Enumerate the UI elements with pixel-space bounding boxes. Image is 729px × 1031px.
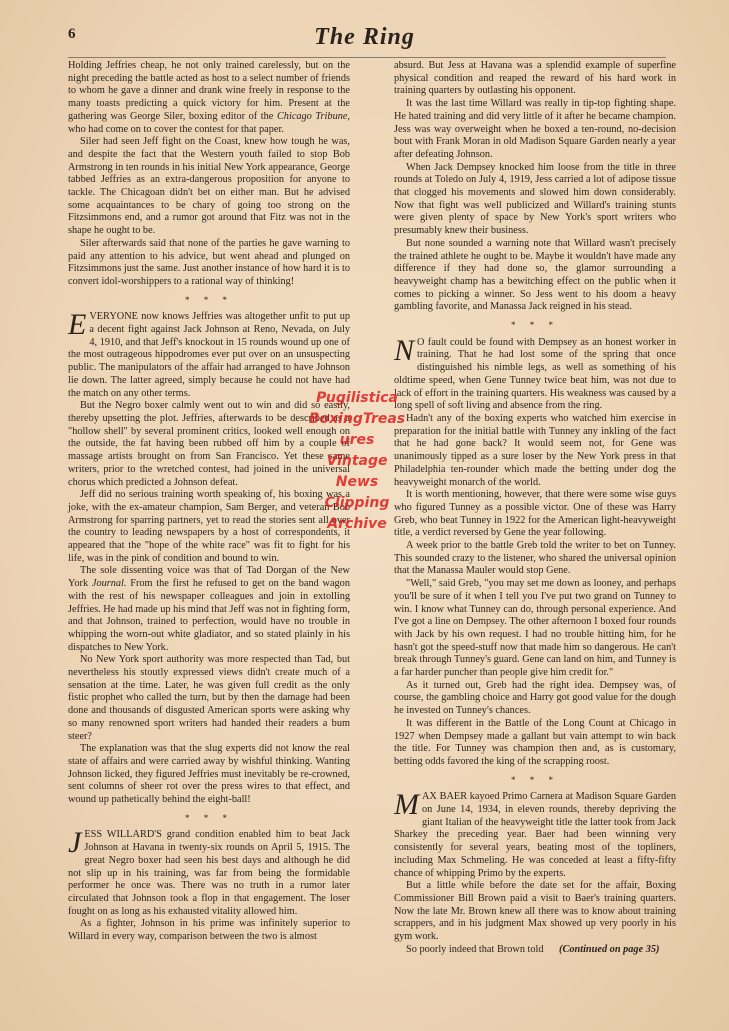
watermark-line: BoxingTreas: [308, 411, 406, 427]
paragraph: As a fighter, Johnson in his prime was infinitely superior to Willard in every way, comparison between the two is almost: [68, 918, 350, 943]
drop-cap: N: [394, 333, 415, 367]
watermark-line: Vintage: [326, 453, 388, 469]
watermark-line: Clipping: [324, 495, 390, 511]
section-separator: * * *: [511, 320, 559, 331]
paragraph: MAX BAER kayoed Primo Carnera at Madison Square Garden on June 14, 1934, in eleven rounds, thereby depriving the giant Italian of the heavyweight title the latter took from Jack Sharkey the preceding year. Baer had been winning very consistently for several years, beating most of the topliners, including Max Schmeling. He was conceded at least a fifty-fifty chance of whipping Primo by the experts.: [394, 788, 676, 879]
paragraph: Holding Jeffries cheap, he not only trained carelessly, but on the night preceding the battle acted as host to a select number of friends to whom he gave a dinner and drank wine freely in response to the many toasts predicting a quick victory for him. Present at the gathering was George Siler, boxing editor of the Chicago Tribune, who had come on to cover the contest for that paper.: [68, 60, 351, 135]
left-column: [68, 60, 350, 944]
drop-cap: J: [68, 826, 82, 860]
continued-note: (Continued on page 35): [559, 943, 660, 955]
paragraph: "Well," said Greb, "you may set me down as looney, and perhaps you'll be sure of it when I tell you I've put two grand on Tunney to win. I know what Tunney can do, through personal experience. And I've got a line on Dempsey. The other afternoon I boxed four rounds with Jack by his own request. I had no trouble hitting him, for he hasn't got the speed-stuff now that made him so dangerous. He can't break through Tunney's guard. Gene can land on him, and Tunney is a far harder puncher than people give him credit for.": [394, 578, 676, 679]
paragraph: It is worth mentioning, however, that there were some wise guys who figured Tunney as a possible victor. One of these was Harry Greb, who beat Tunney in 1922 for the American light-heavyweight title, a verdict reversed by Gene the year following.: [394, 489, 676, 539]
paragraph: It was different in the Battle of the Long Count at Chicago in 1927 when Dempsey made a gallant but vain attempt to win back the title. For Tunney was champion then and, as is customary, betting odds favored the king of the scrapping roost.: [394, 717, 676, 767]
section-separator: * * *: [185, 294, 233, 305]
paragraph: But the Negro boxer calmly went out to win and did so easily, thereby upsetting the plot. Jeffries, afterwards to be described as a "hollow shell" by several prominent critics, looked well enough on the outside, the fat having been rubbed off him by a couple of massage artists brought on from San Francisco. Yet these same writers, prior to the wretched contest, had joined in the universal chorus which predicted a Johnson defeat.: [68, 400, 350, 488]
drop-cap: M: [394, 788, 419, 822]
watermark-line: ures: [339, 432, 375, 448]
paragraph: Siler had seen Jeff fight on the Coast, knew how tough he was, and despite the fact that the Western youth failed to stop Bob Armstrong in ten rounds in his initial New York appearance, George tabbed Jeffries as an extra-dangerous proposition for anyone to tackle. The Chicagoan didn't bet on either man. But he advised some acquaintances to be chary of going too strong on the Fitzsimmons end, and a rumor got around that Fitz was not in the shape he ought to be.: [68, 136, 350, 237]
paragraph: It was the last time Willard was really in tip-top fighting shape. He hated training and did very little of it after he became champion. Jess was way overweight when he boxed a ten-round, no-decision bout with Frank Moran in old Madison Square Garden nearly a year after defeating Johnson.: [394, 98, 676, 160]
paragraph: The sole dissenting voice was that of Tad Dorgan of the New York Journal. From the first he refused to get on the band wagon with the rest of his newspaper colleagues and join in extolling Jeffries. He had made up his mind that Jeff was not in fighting form, and that Johnson, trained to perfection, would have no trouble in whipping the worn-out white gladiator, and so stated plainly in his dispatches to New York.: [68, 565, 350, 653]
watermark-line: Archive: [327, 516, 387, 532]
paragraph: The explanation was that the slug experts did not know the real state of affairs and were carried away by wishful thinking. Wanting Johnson licked, they figured Jeffries must inevitably be re-crowned, sent columns of sheer rot over the press wires to that effect, and wound up pathetically behind the eight-ball!: [68, 743, 350, 806]
section-separator: * * *: [511, 774, 559, 785]
page-number: 6: [68, 26, 76, 42]
paragraph: N O fault could be found with Dempsey as an honest worker in training. That he had lost some of the spring that once distinguished his nimble legs, as well as something of his oldtime speed, when Gene Tunney twice beat him, was not due to lack of effort in the training quarters. His weakness was caused by a long spell of soft living and absence from the ring.: [394, 333, 676, 412]
paragraph: JESS WILLARD'S grand condition enabled him to beat Jack Johnson at Havana in twenty-six rounds on April 5, 1915. The great Negro boxer had seen his best days and although he did not slip up in his training, was far from being the formidable performer he once was. There was no truth in a rumor later circulated that Johnson took a flop in that engagement. The loser fought on as long as his exhausted vitality allowed him.: [68, 826, 350, 917]
paragraph: Jeff did no serious training worth speaking of, his boxing was a joke, with the ex-amateur champion, Sam Berger, and veteran Bob Armstrong for sparring partners, yet to read the stories sent all over the country to leading newspapers by a host of correspondents, it appeared that the "hope of the white race" was fit to fight for his life, was in the pink of condition and bound to win.: [68, 489, 350, 564]
paragraph: A week prior to the battle Greb told the writer to bet on Tunney. This sounded crazy to the listener, who shared the universal opinion that the Manassa Mauler would stop Gene.: [394, 540, 676, 577]
section-separator: * * *: [185, 812, 233, 823]
paragraph: No New York sport authority was more respected than Tad, but nevertheless his stoutly expressed views didn't create much of a sensation at the time. Later, he was given full credit as the only fistic prophet who called the turn, but by then the damage had been done and thousands of disgusted American sports were asking why so many renowned sport writers had handed their readers a bum steer?: [68, 654, 350, 742]
paragraph: But a little while before the date set for the affair, Boxing Commissioner Bill Brown paid a visit to Baer's training quarters. Now the late Mr. Brown knew all there was to know about training scrappers, and in his judgment Max showed up very poorly in his gym work.: [394, 880, 676, 943]
watermark-line: Pugilistica: [316, 390, 398, 406]
paragraph: As it turned out, Greb had the right idea. Dempsey was, of course, the gambling choice and Harry got good value for the dough he invested on Tunney's chances.: [394, 679, 676, 717]
right-column: [394, 60, 676, 957]
drop-cap: E: [68, 308, 87, 342]
masthead-title: The Ring: [314, 24, 415, 50]
paragraph: absurd. But Jess at Havana was a splendid example of superfine physical condition and reaped the reward of his hard work in training quarters by outlasting his opponent.: [394, 60, 676, 97]
paragraph: So poorly indeed that Brown told (Continued on page 35): [406, 943, 660, 955]
paragraph: When Jack Dempsey knocked him loose from the title in three rounds at Toledo on July 4, 1919, Jess carried a lot of adipose tissue that clogged his movements and slowed him down considerably. Now that fight was well publicized and Willard's training stunts were given plenty of space by New York's sport writers who presumably knew their business.: [394, 161, 676, 237]
watermark-line: News: [335, 474, 379, 490]
paragraph: EVERYONE now knows Jeffries was altogether unfit to put up a decent fight against Jack Johnson at Reno, Nevada, on July 4, 1910, and that Jeff's knockout in 15 rounds wound up one of the most outrageous hippodromes ever put over on an unsuspecting public. The manipulators of the affair had arranged to have Johnson lie down. The latter agreed, simply because he could not have had the match on any other terms.: [68, 308, 350, 399]
paragraph: Siler afterwards said that none of the parties he gave warning to paid any attention to his advice, but went ahead and plunged on Fitzsimmons just the same. Just another instance of how hard it is to convert idol-worshippers to a rational way of thinking!: [68, 237, 350, 287]
paragraph: But none sounded a warning note that Willard wasn't precisely the trained athlete he ought to be. Maybe it wouldn't have made any difference if they had done so, the glamor surrounding a heavyweight champ has a bewitching effect on the public when it comes to picking a winner. So Jess went to his doom a heavy gambling favorite, and Manassa Jack reigned in his stead.: [394, 237, 676, 313]
header-rule: [68, 57, 666, 58]
paragraph: Hadn't any of the boxing experts who watched him exercise in preparation for the initial battle with Tunney any inkling of the fact that he had gone back? It would seem not, for Gene was unanimously tipped as a sure loser by the New York press in that Philadelphia ten-rounder which made the betting under dog the heavyweight monarch of the world.: [394, 412, 676, 488]
